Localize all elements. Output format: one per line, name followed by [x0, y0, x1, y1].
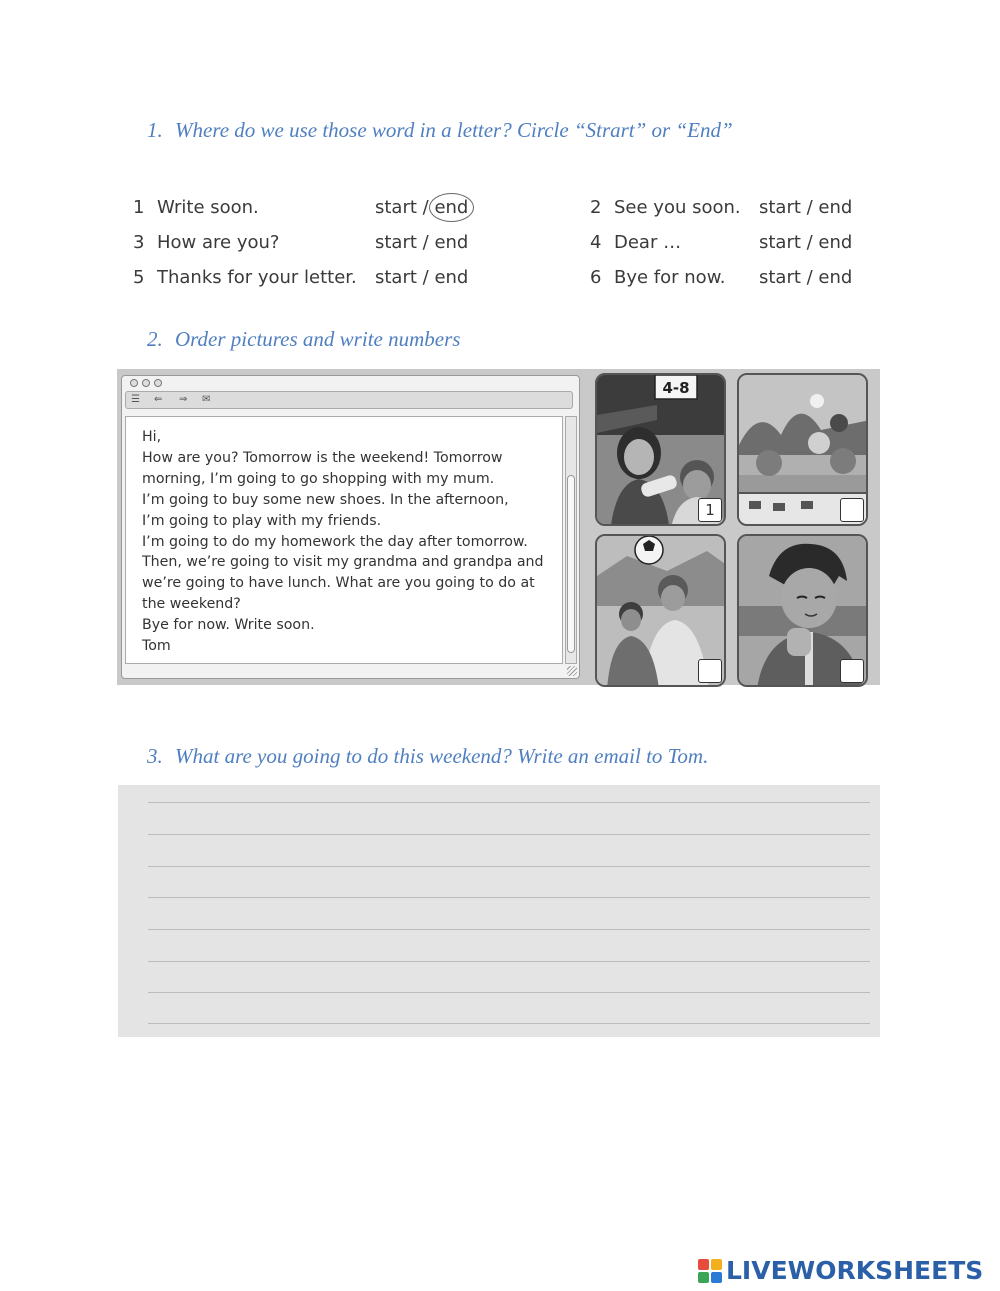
start-option[interactable]: start /	[375, 232, 429, 253]
email-scrollbar	[565, 416, 577, 664]
start-end-choice[interactable]	[375, 197, 468, 218]
item-phrase: Write soon.	[157, 197, 259, 218]
email-line: Hi,	[142, 429, 162, 445]
item-phrase: Dear …	[614, 232, 682, 253]
item-phrase: See you soon.	[614, 197, 741, 218]
question-text: Where do we use those word in a letter? Circle “Strart” or “End”	[175, 118, 733, 142]
logo-text: LIVEWORKSHEETS	[726, 1255, 984, 1285]
picture-family-lunch	[737, 373, 868, 526]
writing-line	[148, 1023, 870, 1024]
email-line: I’m going to play with my friends.	[142, 512, 382, 529]
email-line: we’re going to have lunch. What are you going to do at	[142, 575, 535, 592]
logo-mark-icon	[698, 1257, 724, 1283]
order-answer-box[interactable]	[840, 498, 864, 522]
item-number: 4	[590, 232, 602, 253]
zoom-dot-icon	[154, 379, 162, 387]
scroll-thumb	[567, 475, 575, 653]
picture-football	[595, 534, 726, 687]
email-window	[121, 375, 580, 679]
item-phrase: Thanks for your letter.	[157, 267, 357, 288]
order-answer-box[interactable]	[840, 659, 864, 683]
email-line: morning, I’m going to go shopping with my mum.	[142, 470, 495, 487]
writing-line	[148, 897, 870, 898]
email-line: I’m going to buy some new shoes. In the afternoon,	[142, 491, 509, 508]
email-line: Then, we’re going to visit my grandma and grandpa and	[142, 554, 544, 571]
email-body	[125, 416, 563, 664]
start-end-choice[interactable]	[375, 267, 468, 288]
order-answer-box[interactable]	[698, 659, 722, 683]
item-phrase: Bye for now.	[614, 267, 726, 288]
mail-icon: ✉	[202, 394, 211, 405]
end-option[interactable]: end	[434, 267, 469, 288]
start-end-choice[interactable]	[375, 232, 468, 253]
reply-icon: ⇐	[154, 394, 163, 405]
start-option[interactable]: start /	[375, 197, 429, 218]
start-option[interactable]: start /	[375, 267, 429, 288]
question-number: 2.	[147, 327, 163, 351]
writing-line	[148, 961, 870, 962]
close-dot-icon	[130, 379, 138, 387]
forward-icon: ⇒	[179, 394, 188, 405]
start-end-choice[interactable]: start / end	[759, 232, 853, 253]
email-line: Tom	[142, 638, 171, 655]
question-number: 3.	[147, 744, 163, 768]
writing-line	[148, 992, 870, 993]
picture-homework	[737, 534, 868, 687]
picture-shopping	[595, 373, 726, 526]
question-2-title	[147, 327, 460, 352]
start-end-choice[interactable]: start / end	[759, 267, 853, 288]
minimize-dot-icon	[142, 379, 150, 387]
item-number: 3	[133, 232, 145, 253]
question-number: 1.	[147, 118, 163, 142]
item-number: 2	[590, 197, 602, 218]
writing-line	[148, 802, 870, 803]
question-text: Order pictures and write numbers	[175, 327, 461, 351]
email-line: How are you? Tomorrow is the weekend! Tomorrow	[142, 449, 503, 466]
writing-line	[148, 834, 870, 835]
order-answer-box[interactable]: 1	[698, 498, 722, 522]
window-titlebar	[122, 376, 579, 390]
liveworksheets-logo	[698, 1253, 983, 1287]
email-line: the weekend?	[142, 596, 241, 613]
list-icon: ☰	[131, 394, 140, 405]
email-line: I’m going to do my homework the day after tomorrow.	[142, 533, 528, 550]
email-toolbar	[125, 391, 573, 409]
end-option-circled[interactable]: end	[434, 197, 469, 218]
end-option[interactable]: end	[434, 232, 469, 253]
item-number: 1	[133, 197, 145, 218]
exercise-2-image	[117, 369, 880, 685]
email-line: Bye for now. Write soon.	[142, 617, 315, 634]
question-text: What are you going to do this weekend? Write an email to Tom.	[175, 744, 709, 768]
resize-grip-icon	[567, 666, 577, 676]
item-number: 5	[133, 267, 145, 288]
writing-line	[148, 929, 870, 930]
question-3-title	[147, 744, 708, 769]
item-phrase: How are you?	[157, 232, 280, 253]
email-writing-area[interactable]	[118, 785, 880, 1037]
store-sign: 4-8	[662, 379, 690, 397]
writing-line	[148, 866, 870, 867]
start-end-choice[interactable]: start / end	[759, 197, 853, 218]
question-1-title	[147, 118, 733, 143]
item-number: 6	[590, 267, 602, 288]
